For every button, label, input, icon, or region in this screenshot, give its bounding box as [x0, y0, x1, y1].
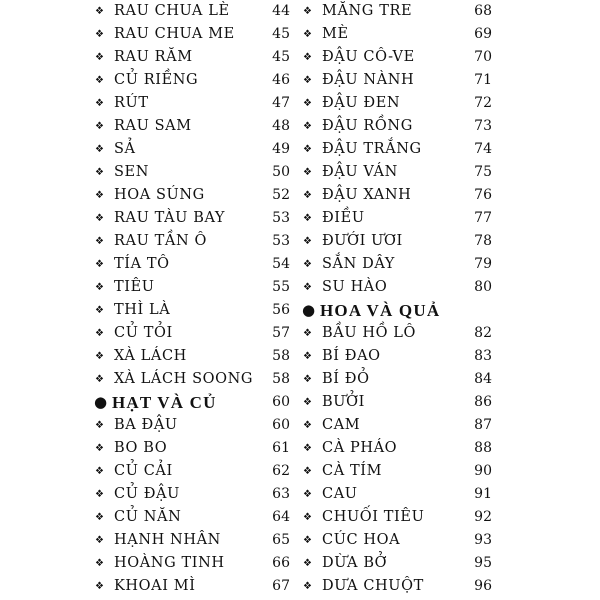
toc-entry: [92, 345, 290, 368]
toc-entry: [300, 529, 492, 552]
entry-label: ĐƯỚI ƯƠI: [322, 233, 403, 249]
diamond-bullet-icon: ❖: [95, 466, 105, 477]
diamond-bullet-icon: ❖: [303, 351, 313, 362]
toc-entry: [92, 529, 290, 552]
diamond-bullet-icon: ❖: [303, 6, 313, 17]
toc-entry: [92, 506, 290, 529]
diamond-bullet-icon: ❖: [95, 6, 105, 17]
page-number: 50: [272, 164, 290, 180]
toc-entry: [92, 460, 290, 483]
toc-right-column: [300, 0, 492, 598]
page-number: 91: [474, 486, 492, 502]
diamond-bullet-icon: ❖: [95, 190, 105, 201]
diamond-bullet-icon: ❖: [303, 259, 313, 270]
diamond-bullet-icon: ❖: [95, 443, 105, 454]
entry-label: SẮN DÂY: [322, 256, 395, 272]
entry-label: RAU TẦN Ô: [114, 233, 207, 249]
diamond-bullet-icon: ❖: [303, 512, 313, 523]
diamond-bullet-icon: ❖: [303, 443, 313, 454]
page-number: 65: [272, 532, 290, 548]
page-number: 45: [272, 26, 290, 42]
page-number: 53: [272, 210, 290, 226]
page-number: 84: [474, 371, 492, 387]
entry-label: ĐẬU NÀNH: [322, 72, 415, 88]
toc-entry: [300, 575, 492, 598]
toc-entry: [92, 161, 290, 184]
page-number: 87: [474, 417, 492, 433]
entry-label: ĐẬU RỒNG: [322, 118, 413, 134]
toc-section-heading: [300, 299, 492, 322]
entry-label: XÀ LÁCH: [114, 348, 187, 364]
diamond-bullet-icon: ❖: [95, 420, 105, 431]
entry-label: ĐẬU CÔ-VE: [322, 49, 415, 65]
page-number: 57: [272, 325, 290, 341]
diamond-bullet-icon: ❖: [95, 98, 105, 109]
page-number: 88: [474, 440, 492, 456]
diamond-bullet-icon: ❖: [95, 512, 105, 523]
entry-label: HOA SÚNG: [114, 187, 205, 203]
entry-label: CỦ ĐẬU: [114, 486, 180, 502]
diamond-bullet-icon: ❖: [95, 52, 105, 63]
page-number: 73: [474, 118, 492, 134]
entry-label: RAU RĂM: [114, 49, 193, 65]
entry-label: BÍ ĐAO: [322, 348, 381, 364]
page-number: 47: [272, 95, 290, 111]
toc-entry: [92, 253, 290, 276]
toc-entry: [92, 207, 290, 230]
toc-entry: [92, 23, 290, 46]
toc-entry: [92, 115, 290, 138]
entry-label: BA ĐẬU: [114, 417, 178, 433]
diamond-bullet-icon: ❖: [303, 420, 313, 431]
diamond-bullet-icon: ❖: [303, 52, 313, 63]
page-number: 83: [474, 348, 492, 364]
diamond-bullet-icon: ❖: [95, 351, 105, 362]
entry-label: ĐẬU ĐEN: [322, 95, 401, 111]
diamond-bullet-icon: ❖: [303, 282, 313, 293]
diamond-bullet-icon: ❖: [303, 558, 313, 569]
page-number: 61: [272, 440, 290, 456]
page-number: 71: [474, 72, 492, 88]
diamond-bullet-icon: ❖: [95, 305, 105, 316]
entry-label: MÈ: [322, 26, 349, 42]
entry-label: RAU CHUA LÈ: [114, 3, 230, 19]
page-number: 90: [474, 463, 492, 479]
page-number: 52: [272, 187, 290, 203]
page-number: 92: [474, 509, 492, 525]
toc-entry: [300, 69, 492, 92]
entry-label: THÌ LÀ: [114, 302, 171, 318]
page-number: 55: [272, 279, 290, 295]
toc-entry: [300, 391, 492, 414]
section-title: HẠT VÀ CỦ: [112, 393, 217, 412]
entry-label: SẢ: [114, 141, 136, 157]
page-number: 76: [474, 187, 492, 203]
entry-label: CÀ PHÁO: [322, 440, 398, 456]
entry-label: SU HÀO: [322, 279, 388, 295]
section-title: HOA VÀ QUẢ: [320, 301, 441, 320]
toc-entry: [300, 184, 492, 207]
entry-label: CÚC HOA: [322, 532, 401, 548]
entry-label: RAU CHUA ME: [114, 26, 235, 42]
entry-label: DƯA CHUỘT: [322, 578, 424, 594]
page-number: 72: [474, 95, 492, 111]
toc-entry: [300, 0, 492, 23]
diamond-bullet-icon: ❖: [303, 144, 313, 155]
entry-label: CHUỐI TIÊU: [322, 509, 425, 525]
toc-entry: [92, 483, 290, 506]
toc-entry: [300, 138, 492, 161]
page-number: 78: [474, 233, 492, 249]
page-number: 67: [272, 578, 290, 594]
diamond-bullet-icon: ❖: [303, 75, 313, 86]
entry-label: CAM: [322, 417, 361, 433]
entry-label: TÍA TÔ: [114, 256, 170, 272]
page-number: 66: [272, 555, 290, 571]
entry-label: CỦ NĂN: [114, 509, 182, 525]
diamond-bullet-icon: ❖: [95, 581, 105, 592]
toc-entry: [300, 322, 492, 345]
diamond-bullet-icon: ❖: [95, 535, 105, 546]
entry-label: BẦU HỒ LÔ: [322, 325, 417, 341]
diamond-bullet-icon: ❖: [95, 167, 105, 178]
toc-section-heading: [92, 391, 290, 414]
toc-entry: [300, 460, 492, 483]
diamond-bullet-icon: ❖: [303, 581, 313, 592]
diamond-bullet-icon: ❖: [303, 167, 313, 178]
entry-label: ĐIỀU: [322, 210, 365, 226]
entry-label: CAU: [322, 486, 358, 502]
toc-entry: [300, 161, 492, 184]
toc-entry: [92, 414, 290, 437]
diamond-bullet-icon: ❖: [303, 98, 313, 109]
toc-entry: [300, 345, 492, 368]
diamond-bullet-icon: ❖: [303, 374, 313, 385]
toc-entry: [300, 483, 492, 506]
entry-label: HOÀNG TINH: [114, 555, 225, 571]
diamond-bullet-icon: ❖: [303, 397, 313, 408]
diamond-bullet-icon: ❖: [95, 144, 105, 155]
page-number: 74: [474, 141, 492, 157]
entry-label: CỦ TỎI: [114, 325, 173, 341]
toc-entry: [92, 368, 290, 391]
page-number: 60: [272, 394, 290, 410]
diamond-bullet-icon: ❖: [303, 466, 313, 477]
diamond-bullet-icon: ❖: [303, 121, 313, 132]
entry-label: RAU TÀU BAY: [114, 210, 226, 226]
diamond-bullet-icon: ❖: [95, 29, 105, 40]
diamond-bullet-icon: ❖: [303, 535, 313, 546]
entry-label: MĂNG TRE: [322, 3, 413, 19]
toc-entry: [300, 552, 492, 575]
page-number: 80: [474, 279, 492, 295]
entry-label: CỦ CẢI: [114, 463, 173, 479]
entry-label: ĐẬU VÁN: [322, 164, 398, 180]
page-number: 77: [474, 210, 492, 226]
entry-label: BÍ ĐỎ: [322, 371, 370, 387]
page-number: 60: [272, 417, 290, 433]
page-number: 62: [272, 463, 290, 479]
page-number: 82: [474, 325, 492, 341]
toc-entry: [92, 0, 290, 23]
diamond-bullet-icon: ❖: [95, 328, 105, 339]
page-number: 86: [474, 394, 492, 410]
entry-label: ĐẬU XANH: [322, 187, 412, 203]
diamond-bullet-icon: ❖: [303, 489, 313, 500]
page-number: 69: [474, 26, 492, 42]
page-number: 58: [272, 371, 290, 387]
page-number: 75: [474, 164, 492, 180]
page-number: 58: [272, 348, 290, 364]
toc-entry: [300, 23, 492, 46]
page-number: 95: [474, 555, 492, 571]
page-number: 93: [474, 532, 492, 548]
entry-label: RÚT: [114, 95, 149, 111]
diamond-bullet-icon: ❖: [95, 374, 105, 385]
page-number: 79: [474, 256, 492, 272]
diamond-bullet-icon: ❖: [95, 236, 105, 247]
entry-label: DỪA BỞ: [322, 555, 388, 571]
toc-entry: [92, 230, 290, 253]
diamond-bullet-icon: ❖: [95, 75, 105, 86]
toc-entry: [300, 276, 492, 299]
page-number: 48: [272, 118, 290, 134]
toc-entry: [92, 322, 290, 345]
toc-entry: [92, 46, 290, 69]
diamond-bullet-icon: ❖: [95, 121, 105, 132]
page-number: 45: [272, 49, 290, 65]
entry-label: KHOAI MÌ: [114, 578, 196, 594]
entry-label: TIÊU: [114, 279, 155, 295]
page-number: 56: [272, 302, 290, 318]
diamond-bullet-icon: ❖: [303, 328, 313, 339]
page-number: 64: [272, 509, 290, 525]
entry-label: CỦ RIỀNG: [114, 72, 199, 88]
heading-dot-icon: ●: [94, 393, 108, 411]
page-number: 53: [272, 233, 290, 249]
entry-label: RAU SAM: [114, 118, 192, 134]
entry-label: ĐẬU TRẮNG: [322, 141, 422, 157]
toc-entry: [300, 437, 492, 460]
toc-entry: [300, 207, 492, 230]
toc-entry: [92, 299, 290, 322]
entry-label: BƯỞI: [322, 394, 365, 410]
entry-label: CÀ TÍM: [322, 463, 383, 479]
toc-entry: [300, 230, 492, 253]
diamond-bullet-icon: ❖: [303, 190, 313, 201]
toc-entry: [92, 575, 290, 598]
page-number: 68: [474, 3, 492, 19]
diamond-bullet-icon: ❖: [95, 489, 105, 500]
toc-entry: [300, 115, 492, 138]
toc-entry: [92, 552, 290, 575]
page-number: 54: [272, 256, 290, 272]
toc-entry: [92, 69, 290, 92]
page-number: 44: [272, 3, 290, 19]
diamond-bullet-icon: ❖: [95, 282, 105, 293]
toc-entry: [92, 138, 290, 161]
page-number: 96: [474, 578, 492, 594]
toc-entry: [300, 92, 492, 115]
entry-label: SEN: [114, 164, 150, 180]
toc-entry: [300, 414, 492, 437]
entry-label: HẠNH NHÂN: [114, 532, 221, 548]
toc-entry: [92, 276, 290, 299]
heading-dot-icon: ●: [302, 301, 316, 319]
diamond-bullet-icon: ❖: [303, 213, 313, 224]
toc-entry: [92, 92, 290, 115]
page-number: 49: [272, 141, 290, 157]
toc-entry: [300, 46, 492, 69]
page-number: 70: [474, 49, 492, 65]
diamond-bullet-icon: ❖: [95, 259, 105, 270]
entry-label: BO BO: [114, 440, 168, 456]
toc-left-column: [92, 0, 290, 598]
toc-entry: [92, 437, 290, 460]
page-number: 63: [272, 486, 290, 502]
page-number: 46: [272, 72, 290, 88]
toc-entry: [300, 253, 492, 276]
diamond-bullet-icon: ❖: [303, 29, 313, 40]
diamond-bullet-icon: ❖: [95, 213, 105, 224]
toc-entry: [92, 184, 290, 207]
diamond-bullet-icon: ❖: [95, 558, 105, 569]
diamond-bullet-icon: ❖: [303, 236, 313, 247]
entry-label: XÀ LÁCH SOONG: [114, 371, 254, 387]
toc-entry: [300, 368, 492, 391]
toc-entry: [300, 506, 492, 529]
